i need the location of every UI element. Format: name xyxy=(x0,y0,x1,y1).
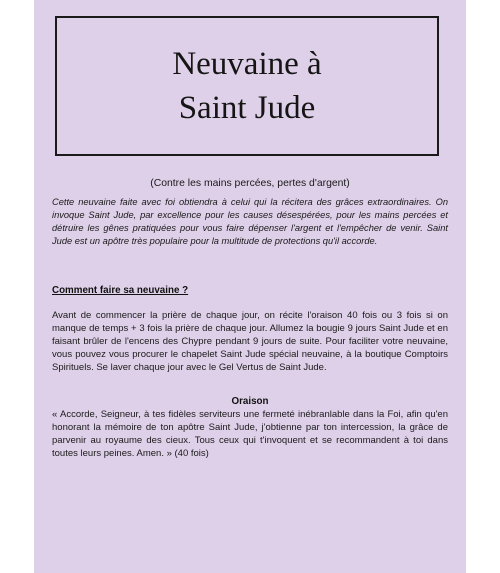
howto-paragraph: Avant de commencer la prière de chaque jour, on récite l'oraison 40 fois ou 3 fois si on manque de temps + 3 fois la prière de chaque jour. Allumez la bougie 9 jours Saint Jude et en faisant brûler de l'encens des Chypre pendant 9 jours de suite. Pour faciliter votre neuvaine, vous pouvez vous procurer le chapelet Saint Jude spécial neuvaine, à la boutique Comptoirs Spirituels. Se laver chaque jour avec le Gel Vertus de Saint Jude. xyxy=(52,310,448,373)
oraison-heading: Oraison xyxy=(231,396,269,407)
oraison-paragraph: « Accorde, Seigneur, à tes fidèles serviteurs une fermeté inébranlable dans la Foi, afin qu'en honorant la mémoire de ton apôtre Saint Jude, j'obtienne par ton intercession, la grâce de parvenir au royaume des cieux. Tous ceux qui t'invoquent et se recommandent à toi dans toutes leurs peines. Amen. » (40 fois) xyxy=(52,409,448,459)
howto-heading: Comment faire sa neuvaine ? xyxy=(52,285,189,296)
subtitle: (Contre les mains percées, pertes d'argent) xyxy=(150,178,350,189)
title-line-1: Neuvaine à xyxy=(172,46,322,82)
page-sheet xyxy=(34,0,466,573)
title-line-2: Saint Jude xyxy=(178,90,316,126)
title-box xyxy=(55,16,439,156)
intro-paragraph: Cette neuvaine faite avec foi obtiendra à celui qui la récitera des grâces extraordinaires. On invoque Saint Jude, par excellence pour les causes désespérées, pour les mains percées et détruire les gênes pratiquées pour vous faire dépenser l'argent et l'empêcher de venir. Saint Jude est un apôtre très populaire pour la multitude de protections qu'il accorde. xyxy=(52,197,448,246)
